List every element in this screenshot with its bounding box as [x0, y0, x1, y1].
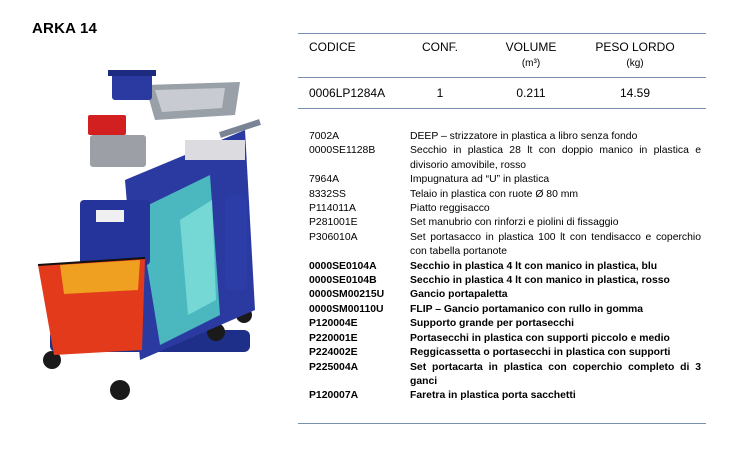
- component-item: [309, 361, 701, 390]
- header-codice: CODICE: [309, 40, 356, 54]
- cleaning-cart-image: [30, 60, 300, 410]
- component-code: 7002A: [309, 131, 340, 142]
- component-code: P281001E: [309, 217, 358, 229]
- component-code: 0000SE1128B: [309, 145, 376, 157]
- component-item: [309, 231, 701, 260]
- component-description: Gancio portapaletta: [410, 289, 508, 301]
- component-description: Set manubrio con rinforzi e piolini di fissaggio: [410, 217, 619, 229]
- component-item: [309, 274, 701, 288]
- component-item: [309, 346, 701, 360]
- component-list: [309, 130, 701, 404]
- component-item: [309, 389, 701, 403]
- component-code: 8332SS: [309, 188, 346, 200]
- component-item: [309, 216, 701, 230]
- component-item: [309, 173, 701, 187]
- table-bottom-rule: [298, 423, 706, 424]
- component-description: Telaio in plastica con ruote Ø 80 mm: [410, 188, 579, 200]
- component-description: Reggicassetta o portasecchi in plastica con supporti: [410, 347, 671, 359]
- component-code: P224002E: [309, 347, 358, 359]
- table-header-rule: [298, 77, 706, 78]
- header-peso-unit: (kg): [626, 58, 644, 69]
- row-codice: 0006LP1284A: [309, 86, 386, 100]
- component-code: 7964A: [309, 174, 340, 186]
- component-item: [309, 202, 701, 216]
- row-peso: 14.59: [619, 86, 651, 100]
- component-code: P114011A: [309, 203, 356, 215]
- component-code: 0000SM00215U: [309, 289, 385, 301]
- component-code: P120007A: [309, 390, 359, 402]
- header-volume-unit: (m³): [521, 58, 541, 69]
- header-conf: CONF.: [422, 40, 458, 54]
- component-item: [309, 303, 701, 317]
- component-description: Piatto reggisacco: [410, 203, 490, 215]
- component-description: Secchio in plastica 28 lt con doppio manico in plastica e divisorio amovibile, rosso: [410, 145, 701, 171]
- table-top-rule: [298, 33, 706, 34]
- component-item: [309, 332, 701, 346]
- component-description: Impugnatura ad “U” in plastica: [410, 174, 550, 186]
- component-description: DEEP – strizzatore in plastica a libro senza fondo: [410, 131, 638, 142]
- component-description: FLIP – Gancio portamanico con rullo in gomma: [410, 303, 644, 315]
- component-code: P220001E: [309, 332, 358, 344]
- component-description: Set portacarta in plastica con coperchio completo di 3 ganci: [410, 361, 701, 387]
- product-title: ARKA 14: [32, 20, 98, 37]
- component-item: [309, 144, 701, 173]
- component-item: [309, 260, 701, 274]
- component-item: [309, 188, 701, 202]
- component-code: 0000SM00110U: [309, 303, 384, 315]
- component-code: 0000SE0104B: [309, 275, 377, 287]
- table-row-rule: [298, 108, 706, 109]
- row-conf: 1: [436, 86, 444, 100]
- component-code: P225004A: [309, 361, 359, 373]
- component-item: [309, 317, 701, 331]
- row-volume: 0.211: [516, 86, 546, 100]
- component-description: Supporto grande per portasecchi: [410, 318, 574, 330]
- component-item: [309, 288, 701, 302]
- component-description: Portasecchi in plastica con supporti piccolo e medio: [410, 332, 670, 344]
- header-peso-lordo: PESO LORDO: [595, 40, 675, 54]
- header-volume: VOLUME: [505, 40, 557, 54]
- component-description: Secchio in plastica 4 lt con manico in plastica, rosso: [410, 275, 670, 287]
- component-description: Faretra in plastica porta sacchetti: [410, 390, 576, 402]
- component-code: P306010A: [309, 231, 358, 243]
- component-code: 0000SE0104A: [309, 260, 377, 272]
- component-description: Set portasacco in plastica 100 lt con tendisacco e coperchio con tabella portanote: [410, 231, 701, 258]
- component-item: [309, 130, 701, 144]
- component-code: P120004E: [309, 318, 358, 330]
- component-description: Secchio in plastica 4 lt con manico in plastica, blu: [410, 260, 658, 272]
